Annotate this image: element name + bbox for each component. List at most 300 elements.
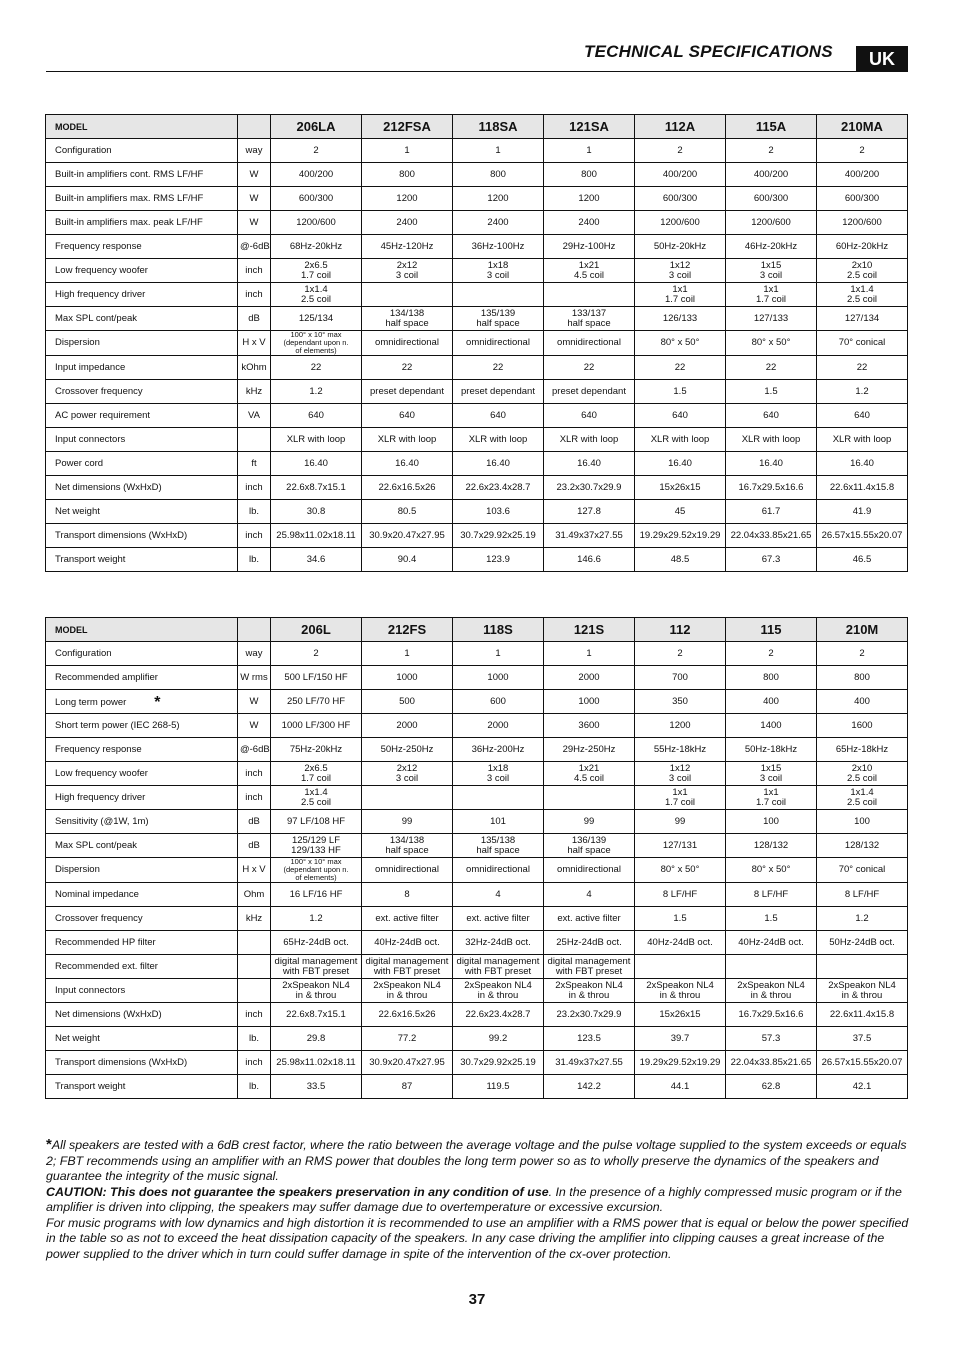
table-cell: 45Hz-120Hz xyxy=(362,235,453,259)
table-row xyxy=(46,1075,908,1099)
row-label: Configuration xyxy=(46,642,238,666)
page-number: 37 xyxy=(468,1291,486,1308)
row-unit: dB xyxy=(238,834,271,858)
table-cell: 2xSpeakon NL4 in & throu xyxy=(635,979,726,1003)
table-cell: 30.9x20.47x27.95 xyxy=(362,1051,453,1075)
row-unit xyxy=(238,979,271,1003)
table-cell: 1000 xyxy=(544,690,635,714)
table-cell: 2 xyxy=(817,139,908,163)
footnotes xyxy=(46,1137,912,1262)
row-unit: inch xyxy=(238,762,271,786)
table-cell: 1x1.4 2.5 coil xyxy=(271,283,362,307)
table-cell: 1x15 3 coil xyxy=(726,762,817,786)
table-cell: 2xSpeakon NL4 in & throu xyxy=(726,979,817,1003)
table-row xyxy=(46,380,908,404)
model-header: 210M xyxy=(817,618,908,642)
row-label: Nominal impedance xyxy=(46,883,238,907)
table-row xyxy=(46,955,908,979)
table-cell: 1200 xyxy=(635,714,726,738)
table-cell: 48.5 xyxy=(635,548,726,572)
row-unit: lb. xyxy=(238,500,271,524)
table-cell: 2400 xyxy=(453,211,544,235)
table-cell: 97 LF/108 HF xyxy=(271,810,362,834)
row-label: Power cord xyxy=(46,452,238,476)
table-cell: 26.57x15.55x20.07 xyxy=(817,524,908,548)
table-cell: 32Hz-24dB oct. xyxy=(453,931,544,955)
table-cell: 500 LF/150 HF xyxy=(271,666,362,690)
unit-header xyxy=(238,618,271,642)
table-cell: digital management with FBT preset xyxy=(544,955,635,979)
table-cell: 80° x 50° xyxy=(726,331,817,356)
table-cell: 800 xyxy=(726,666,817,690)
table-row xyxy=(46,810,908,834)
model-header: 112 xyxy=(635,618,726,642)
table-cell: 400/200 xyxy=(635,163,726,187)
table-cell: digital management with FBT preset xyxy=(271,955,362,979)
table-cell: 640 xyxy=(544,404,635,428)
table-row xyxy=(46,1027,908,1051)
table-cell: 800 xyxy=(544,163,635,187)
table-cell: 22 xyxy=(544,356,635,380)
row-label: Input connectors xyxy=(46,428,238,452)
table-cell: 22.04x33.85x21.65 xyxy=(726,524,817,548)
row-label: Built-in amplifiers max. RMS LF/HF xyxy=(46,187,238,211)
table-cell: 1x1 1.7 coil xyxy=(635,283,726,307)
table-cell: 40Hz-24dB oct. xyxy=(362,931,453,955)
table-cell xyxy=(544,786,635,810)
table-cell: 127.8 xyxy=(544,500,635,524)
table-cell xyxy=(362,786,453,810)
table-cell: 57.3 xyxy=(726,1027,817,1051)
table-cell: 25.98x11.02x18.11 xyxy=(271,1051,362,1075)
row-label: Dispersion xyxy=(46,858,238,883)
table-cell: 65Hz-24dB oct. xyxy=(271,931,362,955)
table-cell: 29.8 xyxy=(271,1027,362,1051)
table-cell: 1200 xyxy=(362,187,453,211)
table-cell xyxy=(362,283,453,307)
table-cell xyxy=(453,786,544,810)
table-cell: 33.5 xyxy=(271,1075,362,1099)
table-cell: 80.5 xyxy=(362,500,453,524)
table-cell: 2 xyxy=(271,139,362,163)
footnote-crest-factor: *All speakers are tested with a 6dB crest factor, where the ratio between the average voltage and the pulse voltage supplied to the system exceeds or equals 2; FBT recommends using an amplifier with an RMS power that doubles the long term power so as to wholly preserve the dynamics of the speakers and guarantee the integrity of the music signal. xyxy=(46,1136,907,1183)
table-cell: 128/132 xyxy=(817,834,908,858)
model-header: 212FS xyxy=(362,618,453,642)
table-cell: 700 xyxy=(635,666,726,690)
table-row xyxy=(46,714,908,738)
table-cell: 1.2 xyxy=(271,907,362,931)
table-cell: 350 xyxy=(635,690,726,714)
row-unit: inch xyxy=(238,283,271,307)
row-label: Frequency response xyxy=(46,235,238,259)
table-cell: 123.9 xyxy=(453,548,544,572)
table-cell: 22 xyxy=(817,356,908,380)
row-unit: @-6dB xyxy=(238,235,271,259)
table-cell: 23.2x30.7x29.9 xyxy=(544,1003,635,1027)
table-cell: 123.5 xyxy=(544,1027,635,1051)
table-cell: 2x10 2.5 coil xyxy=(817,259,908,283)
table-cell: 1.5 xyxy=(726,907,817,931)
language-badge: UK xyxy=(856,46,908,72)
row-label: Transport weight xyxy=(46,548,238,572)
table-row xyxy=(46,1003,908,1027)
table-cell: 103.6 xyxy=(453,500,544,524)
table-row xyxy=(46,786,908,810)
table-cell xyxy=(453,283,544,307)
table-cell: 22.6x23.4x28.7 xyxy=(453,476,544,500)
table-cell: 44.1 xyxy=(635,1075,726,1099)
row-label: Dispersion xyxy=(46,331,238,356)
table-cell: 1 xyxy=(544,642,635,666)
table-cell: 29Hz-250Hz xyxy=(544,738,635,762)
table-cell: 136/139 half space xyxy=(544,834,635,858)
table-cell: 45 xyxy=(635,500,726,524)
row-unit: way xyxy=(238,139,271,163)
row-label: Built-in amplifiers cont. RMS LF/HF xyxy=(46,163,238,187)
row-unit: dB xyxy=(238,810,271,834)
table-cell: 1.5 xyxy=(635,380,726,404)
table-cell: 8 LF/HF xyxy=(726,883,817,907)
row-unit: inch xyxy=(238,524,271,548)
table-cell xyxy=(817,955,908,979)
table-cell: 50Hz-24dB oct. xyxy=(817,931,908,955)
table-cell: 100 xyxy=(726,810,817,834)
table-cell: 600/300 xyxy=(726,187,817,211)
table-cell: 23.2x30.7x29.9 xyxy=(544,476,635,500)
table-cell: 800 xyxy=(817,666,908,690)
row-label: Configuration xyxy=(46,139,238,163)
table-cell: 1.2 xyxy=(271,380,362,404)
table-cell: 135/138 half space xyxy=(453,834,544,858)
model-header: 210MA xyxy=(817,115,908,139)
table-cell: 80° x 50° xyxy=(635,331,726,356)
table-cell: 75Hz-20kHz xyxy=(271,738,362,762)
table-cell: 30.9x20.47x27.95 xyxy=(362,524,453,548)
table-cell: 119.5 xyxy=(453,1075,544,1099)
table-cell: 22.6x16.5x26 xyxy=(362,1003,453,1027)
table-cell: 1 xyxy=(362,139,453,163)
table-row xyxy=(46,834,908,858)
table-row xyxy=(46,187,908,211)
table-cell: 1 xyxy=(362,642,453,666)
table-row xyxy=(46,307,908,331)
row-unit: kOhm xyxy=(238,356,271,380)
table-cell: 128/132 xyxy=(726,834,817,858)
row-unit xyxy=(238,428,271,452)
table-cell xyxy=(544,283,635,307)
row-label: Recommended amplifier xyxy=(46,666,238,690)
row-unit: inch xyxy=(238,259,271,283)
table-cell: 90.4 xyxy=(362,548,453,572)
table-cell: 1x1 1.7 coil xyxy=(635,786,726,810)
row-unit: dB xyxy=(238,307,271,331)
table-cell: 640 xyxy=(271,404,362,428)
table-cell: 2000 xyxy=(453,714,544,738)
table-cell: 22 xyxy=(271,356,362,380)
table-cell xyxy=(726,955,817,979)
table-cell: 30.7x29.92x25.19 xyxy=(453,1051,544,1075)
table-cell: 640 xyxy=(726,404,817,428)
table-cell: omnidirectional xyxy=(544,858,635,883)
table-cell: 2 xyxy=(726,139,817,163)
table-cell: 1200 xyxy=(453,187,544,211)
table-cell: 2 xyxy=(635,139,726,163)
table-cell: 16.40 xyxy=(635,452,726,476)
table-cell: preset dependant xyxy=(362,380,453,404)
table-cell: 26.57x15.55x20.07 xyxy=(817,1051,908,1075)
table-cell: 146.6 xyxy=(544,548,635,572)
spec-table-active xyxy=(45,114,908,572)
table-cell: 126/133 xyxy=(635,307,726,331)
table-row xyxy=(46,331,908,356)
table-cell: 62.8 xyxy=(726,1075,817,1099)
table-cell: 1 xyxy=(544,139,635,163)
table-cell: 2x12 3 coil xyxy=(362,762,453,786)
row-unit: inch xyxy=(238,786,271,810)
table-cell: 100 xyxy=(817,810,908,834)
table-cell: 30.8 xyxy=(271,500,362,524)
table-cell: 8 LF/HF xyxy=(635,883,726,907)
table-cell: 1400 xyxy=(726,714,817,738)
table-cell: 50Hz-250Hz xyxy=(362,738,453,762)
table-row xyxy=(46,931,908,955)
row-unit: H x V xyxy=(238,858,271,883)
table-cell: 40Hz-24dB oct. xyxy=(726,931,817,955)
row-unit: Ohm xyxy=(238,883,271,907)
table-row xyxy=(46,738,908,762)
row-label: Input connectors xyxy=(46,979,238,1003)
table-cell: omnidirectional xyxy=(544,331,635,356)
table-cell: 1x18 3 coil xyxy=(453,762,544,786)
table-cell: XLR with loop xyxy=(635,428,726,452)
table-cell: 8 LF/HF xyxy=(817,883,908,907)
row-label: Crossover frequency xyxy=(46,907,238,931)
table-cell: 22 xyxy=(362,356,453,380)
table-cell: 2xSpeakon NL4 in & throu xyxy=(453,979,544,1003)
table-row xyxy=(46,524,908,548)
table-cell: 1.5 xyxy=(726,380,817,404)
table-cell: 2400 xyxy=(362,211,453,235)
table-cell: 1600 xyxy=(817,714,908,738)
table-cell: 2400 xyxy=(544,211,635,235)
row-label: Short term power (IEC 268-5) xyxy=(46,714,238,738)
table-cell: ext. active filter xyxy=(362,907,453,931)
table-cell: 22 xyxy=(453,356,544,380)
table-row xyxy=(46,642,908,666)
table-cell: 1x18 3 coil xyxy=(453,259,544,283)
table-cell: 37.5 xyxy=(817,1027,908,1051)
table-row xyxy=(46,428,908,452)
table-cell: 600/300 xyxy=(271,187,362,211)
header-row xyxy=(46,618,908,642)
table-cell: 70° conical xyxy=(817,858,908,883)
table-cell: 19.29x29.52x19.29 xyxy=(635,524,726,548)
table-cell: 22.6x8.7x15.1 xyxy=(271,476,362,500)
row-label: Built-in amplifiers max. peak LF/HF xyxy=(46,211,238,235)
table-cell: 99 xyxy=(635,810,726,834)
table-row xyxy=(46,883,908,907)
model-header: 212FSA xyxy=(362,115,453,139)
table-cell: 19.29x29.52x19.29 xyxy=(635,1051,726,1075)
table-cell: 800 xyxy=(453,163,544,187)
table-cell: XLR with loop xyxy=(817,428,908,452)
table-cell: preset dependant xyxy=(453,380,544,404)
table-cell: 1200/600 xyxy=(635,211,726,235)
table-row xyxy=(46,476,908,500)
table-cell: 22.04x33.85x21.65 xyxy=(726,1051,817,1075)
table-cell: 22.6x11.4x15.8 xyxy=(817,476,908,500)
table-cell: 2x12 3 coil xyxy=(362,259,453,283)
table-cell: 1x1 1.7 coil xyxy=(726,283,817,307)
table-cell: 640 xyxy=(362,404,453,428)
table-cell: 16.40 xyxy=(817,452,908,476)
table-cell: 16.7x29.5x16.6 xyxy=(726,476,817,500)
model-header: 206LA xyxy=(271,115,362,139)
row-unit: W xyxy=(238,714,271,738)
model-header: 118S xyxy=(453,618,544,642)
table-cell: 31.49x37x27.55 xyxy=(544,1051,635,1075)
table-cell: 400/200 xyxy=(726,163,817,187)
table-cell: 1 xyxy=(453,642,544,666)
row-label: Net dimensions (WxHxD) xyxy=(46,1003,238,1027)
table-cell: 1.5 xyxy=(635,907,726,931)
page-title: TECHNICAL SPECIFICATIONS xyxy=(584,42,833,61)
table-cell: 1x21 4.5 coil xyxy=(544,762,635,786)
table-cell: 600/300 xyxy=(817,187,908,211)
table-cell: 800 xyxy=(362,163,453,187)
table-cell: 16.7x29.5x16.6 xyxy=(726,1003,817,1027)
row-label: Sensitivity (@1W, 1m) xyxy=(46,810,238,834)
table-cell: ext. active filter xyxy=(544,907,635,931)
row-label: Max SPL cont/peak xyxy=(46,834,238,858)
table-cell: 22.6x11.4x15.8 xyxy=(817,1003,908,1027)
table-cell: 600 xyxy=(453,690,544,714)
row-unit: lb. xyxy=(238,1027,271,1051)
table-cell: 70° conical xyxy=(817,331,908,356)
table-cell xyxy=(635,955,726,979)
table-cell: 36Hz-100Hz xyxy=(453,235,544,259)
table-cell: 36Hz-200Hz xyxy=(453,738,544,762)
model-header: 115A xyxy=(726,115,817,139)
row-unit xyxy=(238,955,271,979)
row-label: AC power requirement xyxy=(46,404,238,428)
table-row xyxy=(46,1051,908,1075)
row-unit xyxy=(238,931,271,955)
table-cell: 61.7 xyxy=(726,500,817,524)
table-row xyxy=(46,979,908,1003)
table-row xyxy=(46,548,908,572)
table-cell: 127/134 xyxy=(817,307,908,331)
table-cell: 134/138 half space xyxy=(362,834,453,858)
table-cell: 2000 xyxy=(544,666,635,690)
row-unit: @-6dB xyxy=(238,738,271,762)
unit-header xyxy=(238,115,271,139)
row-label: Transport dimensions (WxHxD) xyxy=(46,1051,238,1075)
table-cell: 46Hz-20kHz xyxy=(726,235,817,259)
footnote-caution: CAUTION: This does not guarantee the speakers preservation in any condition of use. In the presence of a highly compressed music program or if the amplifier is driven into clipping, the speakers may suffer damage due to overtemperature or excessive excursion. xyxy=(46,1184,902,1214)
table-cell: 1000 LF/300 HF xyxy=(271,714,362,738)
row-unit: inch xyxy=(238,1003,271,1027)
row-unit: ft xyxy=(238,452,271,476)
table-cell: 400 xyxy=(817,690,908,714)
table-cell: 31.49x37x27.55 xyxy=(544,524,635,548)
table-cell: 16.40 xyxy=(453,452,544,476)
row-unit: W xyxy=(238,163,271,187)
table-cell: 1x12 3 coil xyxy=(635,762,726,786)
table-cell: 1200/600 xyxy=(817,211,908,235)
table-cell: 2xSpeakon NL4 in & throu xyxy=(271,979,362,1003)
table-cell: 25.98x11.02x18.11 xyxy=(271,524,362,548)
spec-table-passive xyxy=(45,617,908,1099)
table-cell: 127/133 xyxy=(726,307,817,331)
table-cell: omnidirectional xyxy=(453,858,544,883)
table-cell: XLR with loop xyxy=(544,428,635,452)
table-cell: 68Hz-20kHz xyxy=(271,235,362,259)
table-row xyxy=(46,907,908,931)
table-cell: 25Hz-24dB oct. xyxy=(544,931,635,955)
table-cell: 42.1 xyxy=(817,1075,908,1099)
row-label: Long term power * xyxy=(46,690,238,714)
table-cell: 133/137 half space xyxy=(544,307,635,331)
table-row xyxy=(46,858,908,883)
table-cell: 99 xyxy=(362,810,453,834)
table-cell: 400/200 xyxy=(817,163,908,187)
table-cell: 2x10 2.5 coil xyxy=(817,762,908,786)
table-cell: 1x21 4.5 coil xyxy=(544,259,635,283)
row-unit: way xyxy=(238,642,271,666)
table-cell: 8 xyxy=(362,883,453,907)
table-cell: 60Hz-20kHz xyxy=(817,235,908,259)
table-cell: 22 xyxy=(635,356,726,380)
table-cell: digital management with FBT preset xyxy=(453,955,544,979)
table-cell: 40Hz-24dB oct. xyxy=(635,931,726,955)
table-cell: 3600 xyxy=(544,714,635,738)
table-cell: 2000 xyxy=(362,714,453,738)
table-cell: 1x15 3 coil xyxy=(726,259,817,283)
model-header: 121S xyxy=(544,618,635,642)
table-row xyxy=(46,666,908,690)
row-unit: lb. xyxy=(238,548,271,572)
table-cell: 50Hz-18kHz xyxy=(726,738,817,762)
table-cell: 99.2 xyxy=(453,1027,544,1051)
row-unit: W rms xyxy=(238,666,271,690)
table-cell: 46.5 xyxy=(817,548,908,572)
table-cell: omnidirectional xyxy=(362,858,453,883)
table-cell: 1200/600 xyxy=(271,211,362,235)
model-header: 112A xyxy=(635,115,726,139)
table-cell: 4 xyxy=(453,883,544,907)
table-cell: 22.6x16.5x26 xyxy=(362,476,453,500)
table-cell: 142.2 xyxy=(544,1075,635,1099)
table-row xyxy=(46,163,908,187)
asterisk-icon: * xyxy=(46,1136,52,1153)
table-row xyxy=(46,762,908,786)
table-cell: 135/139 half space xyxy=(453,307,544,331)
table-cell: 34.6 xyxy=(271,548,362,572)
row-label: Max SPL cont/peak xyxy=(46,307,238,331)
row-label: Net weight xyxy=(46,500,238,524)
row-unit: W xyxy=(238,690,271,714)
table-cell: 2 xyxy=(271,642,362,666)
row-unit: W xyxy=(238,187,271,211)
table-row xyxy=(46,500,908,524)
table-cell: 400 xyxy=(726,690,817,714)
table-cell: 2xSpeakon NL4 in & throu xyxy=(362,979,453,1003)
table-cell: 100° x 10° max (dependant upon n. of elements) xyxy=(271,331,362,356)
table-cell: 250 LF/70 HF xyxy=(271,690,362,714)
table-cell: 600/300 xyxy=(635,187,726,211)
row-label: Recommended ext. filter xyxy=(46,955,238,979)
